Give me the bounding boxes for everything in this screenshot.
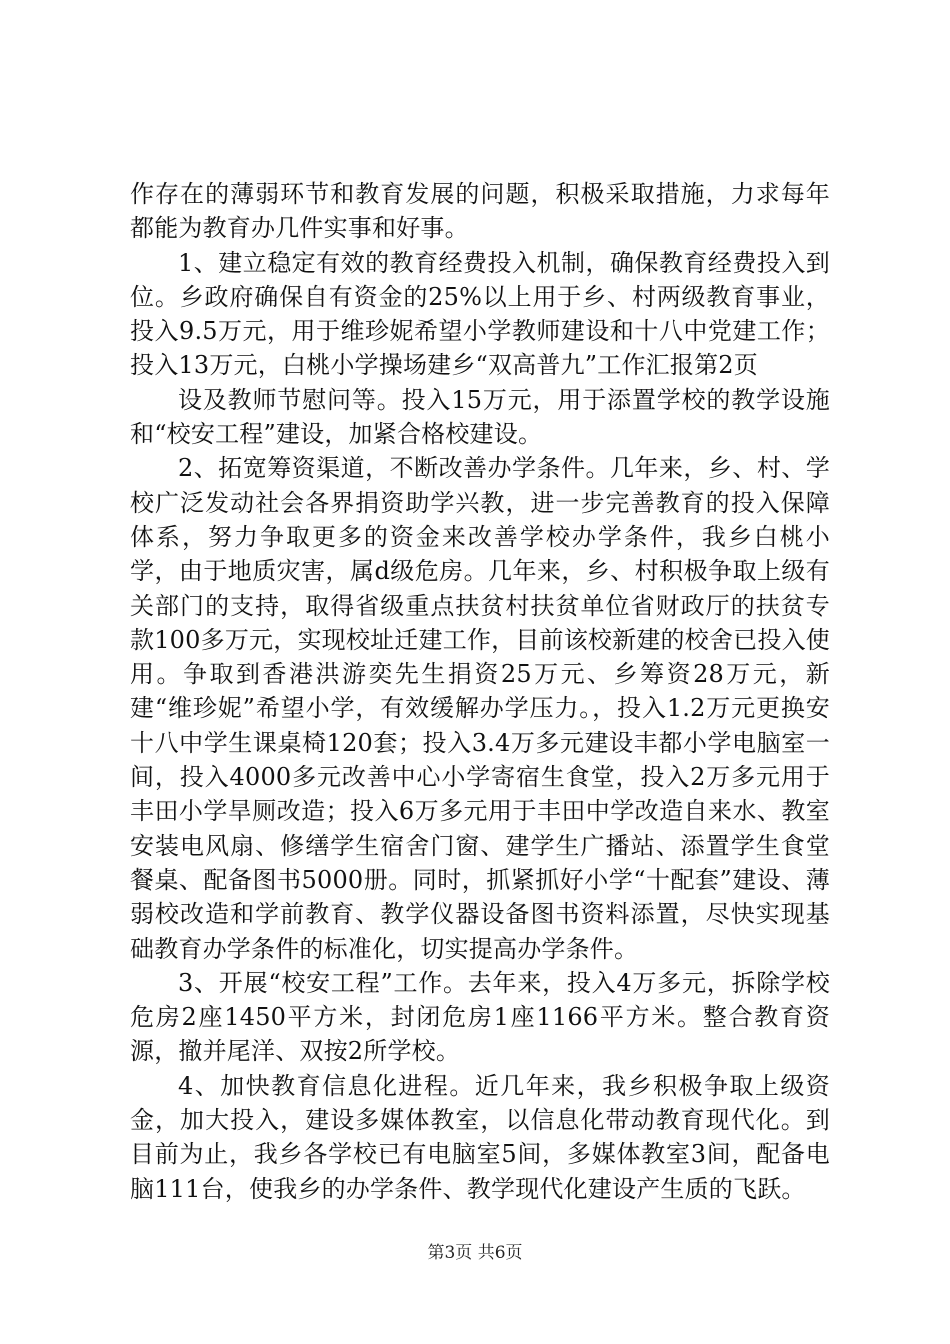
paragraph-teacher-day: 设及教师节慰问等。投入15万元，用于添置学校的教学设施和“校安工程”建设，加紧合格校建设。 (130, 385, 830, 449)
paragraph-funding-mechanism: 1、建立稳定有效的教育经费投入机制，确保教育经费投入到位。乡政府确保自有资金的25%以上用于乡、村两级教育事业，投入9.5万元，用于维珍妮希望小学教师建设和十八中党建工作；投入13万元，白桃小学操场建乡“双高普九”工作汇报第2页 (130, 248, 830, 380)
paragraph-informatization: 4、加快教育信息化进程。近几年来，我乡积极争取上级资金，加大投入，建设多媒体教室，以信息化带动教育现代化。到目前为止，我乡各学校已有电脑室5间，多媒体教室3间，配备电脑111台，使我乡的办学条件、教学现代化建设产生质的飞跃。 (130, 1071, 830, 1203)
document-body (130, 177, 830, 1206)
paragraph-continuation: 作存在的薄弱环节和教育发展的问题，积极采取措施，力求每年都能为教育办几件实事和好事。 (130, 180, 830, 243)
paragraph-fundraising: 2、拓宽筹资渠道，不断改善办学条件。几年来，乡、村、学校广泛发动社会各界捐资助学兴教，进一步完善教育的投入保障体系，努力争取更多的资金来改善学校办学条件，我乡白桃小学，由于地质灾害，属d级危房。几年来，乡、村积极争取上级有关部门的支持，取得省级重点扶贫村扶贫单位省财政厅的扶贫专款100多万元，实现校址迁建工作，目前该校新建的校舍已投入使用。争取到香港洪游奕先生捐资25万元、乡筹资28万元，新建“维珍妮”希望小学，有效缓解办学压力。，投入1.2万元更换安十八中学生课桌椅120套；投入3.4万多元建设丰都小学电脑室一间，投入4000多元改善中心小学寄宿生食堂，投入2万多元用于丰田小学旱厕改造；投入6万多元用于丰田中学改造自来水、教室安装电风扇、修缮学生宿舍门窗、建学生广播站、添置学生食堂餐桌、配备图书5000册。同时，抓紧抓好小学“十配套”建设、薄弱校改造和学前教育、教学仪器设备图书资料添置，尽快实现基础教育办学条件的标准化，切实提高办学条件。 (130, 454, 830, 963)
paragraph-school-safety: 3、开展“校安工程”工作。去年来，投入4万多元，拆除学校危房2座1450平方米，封闭危房1座1166平方米。整合教育资源，撤并尾洋、双按2所学校。 (130, 968, 830, 1066)
page-number-footer: 第3页 共6页 (427, 1243, 523, 1263)
